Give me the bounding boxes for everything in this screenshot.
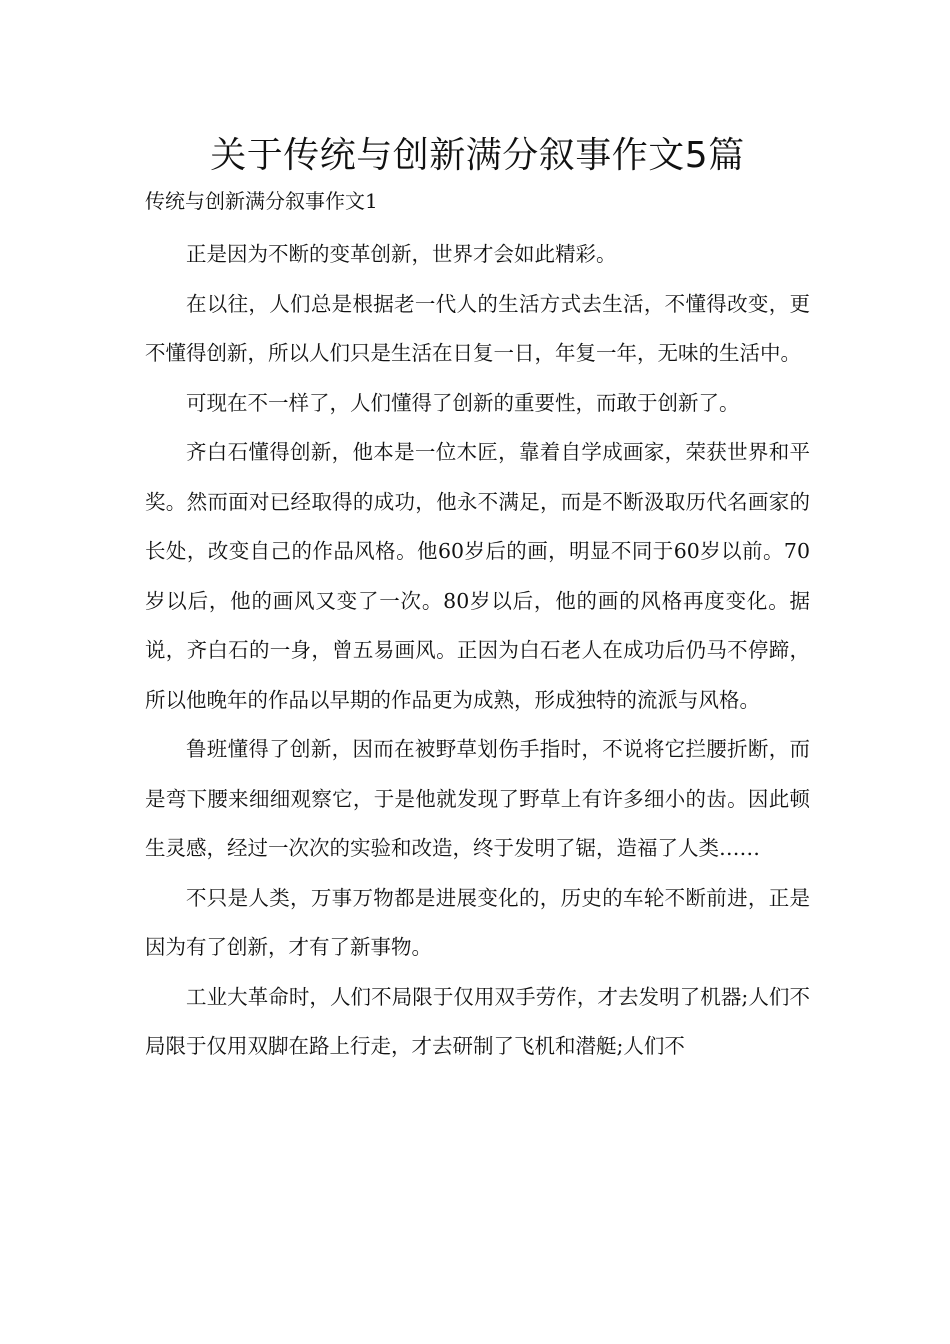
essay-body — [145, 230, 810, 1072]
paragraph: 工业大革命时，人们不局限于仅用双手劳作，才去发明了机器;人们不局限于仅用双脚在路上行走，才去研制了飞机和潜艇;人们不 — [145, 984, 810, 1058]
paragraph: 齐白石懂得创新，他本是一位木匠，靠着自学成画家，荣获世界和平奖。然而面对已经取得的成功，他永不满足，而是不断汲取历代名画家的长处，改变自己的作品风格。他60岁后的画，明显不同于60岁以前。70岁以后，他的画风又变了一次。80岁以后，他的画的风格再度变化。据说，齐白石的一身，曾五易画风。正因为白石老人在成功后仍马不停蹄，所以他晚年的作品以早期的作品更为成熟，形成独特的流派与风格。 — [145, 440, 810, 712]
paragraph: 不只是人类，万事万物都是进展变化的，历史的车轮不断前进，正是因为有了创新，才有了新事物。 — [145, 885, 810, 959]
paragraph: 正是因为不断的变革创新，世界才会如此精彩。 — [186, 242, 617, 266]
paragraph: 可现在不一样了，人们懂得了创新的重要性，而敢于创新了。 — [186, 390, 740, 415]
paragraph: 在以往，人们总是根据老一代人的生活方式去生活，不懂得改变，更不懂得创新，所以人们只是生活在日复一日，年复一年，无味的生活中。 — [145, 291, 810, 365]
document-title: 关于传统与创新满分叙事作文5篇 — [210, 135, 745, 176]
essay-subtitle: 传统与创新满分叙事作文1 — [145, 189, 378, 213]
paragraph: 鲁班懂得了创新，因而在被野草划伤手指时，不说将它拦腰折断，而是弯下腰来细细观察它，于是他就发现了野草上有许多细小的齿。因此顿生灵感，经过一次次的实验和改造，终于发明了锯，造福了人类…… — [145, 737, 810, 860]
